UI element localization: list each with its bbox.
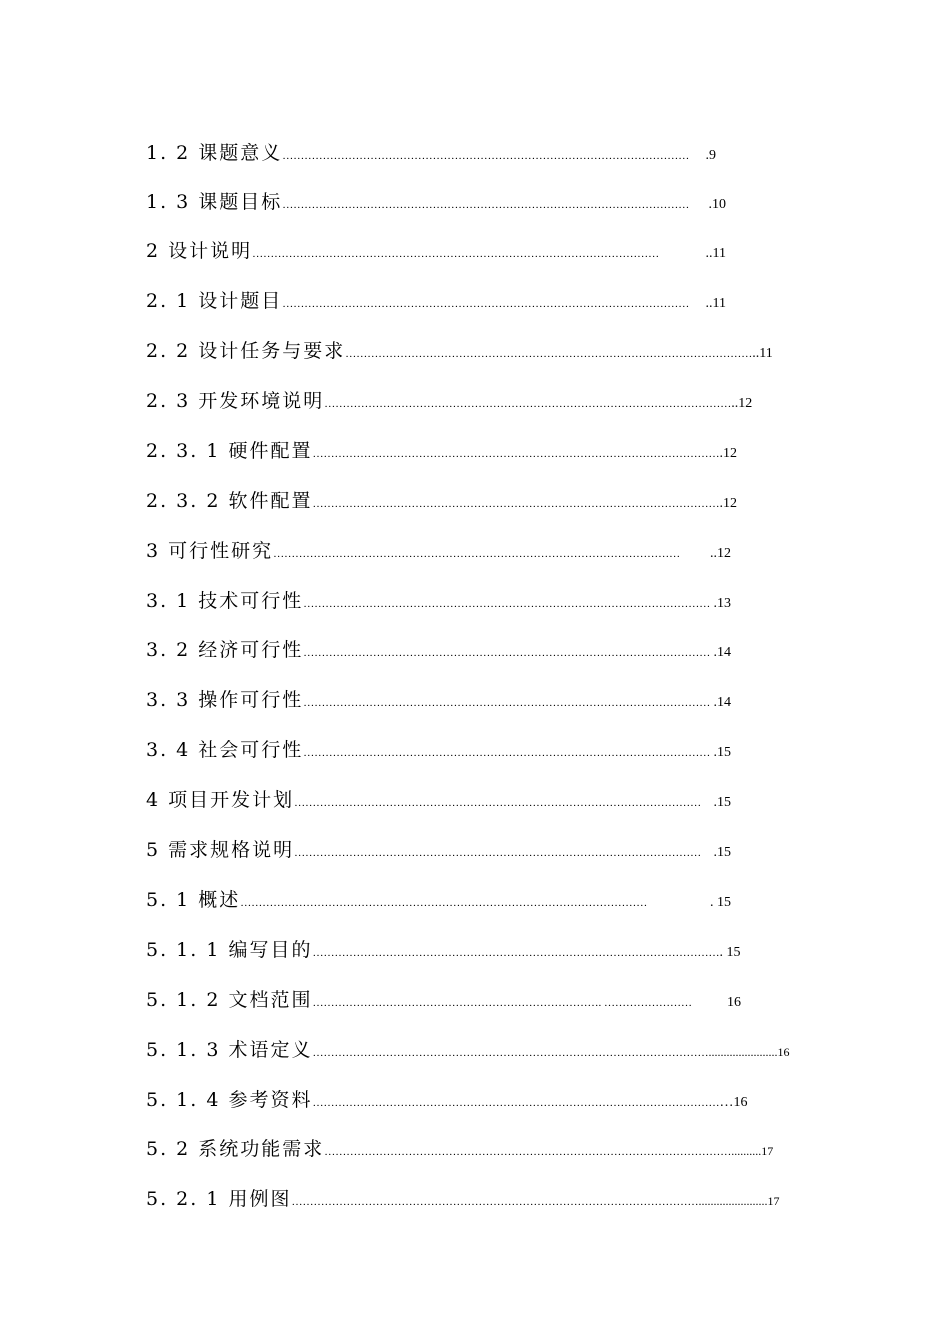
toc-page-number: .10 (708, 197, 726, 212)
toc-entry (146, 1184, 780, 1214)
toc-dot-leader: ………………………………………………………………………………………………… (345, 348, 753, 360)
toc-entry-title: 5. 2 系统功能需求 (146, 1138, 325, 1160)
toc-entry-title: 5 需求规格说明 (146, 839, 295, 861)
toc-page-number: ..11 (752, 346, 773, 361)
toc-entry (146, 835, 731, 865)
toc-dot-leader: ………………………………………………………………………………………………… (240, 897, 648, 909)
toc-entry-title: 1. 3 课题目标 (146, 191, 283, 213)
toc-dot-leader: ………………………………………………………………………………………………… (303, 697, 711, 709)
toc-entry-title: 3. 2 经济可行性 (146, 639, 304, 661)
toc-entry (146, 386, 753, 416)
toc-entry-title: 5. 1 概述 (146, 889, 241, 911)
toc-entry (146, 985, 741, 1015)
toc-dot-leader: ………………………………………………………………………………………………… (252, 248, 660, 260)
toc-entry-title: 4 项目开发计划 (146, 789, 295, 811)
toc-page-number: ..12 (710, 546, 731, 561)
toc-dot-leader: ………………………………………………………………………………………………… (312, 448, 720, 460)
toc-page-number: ..........17 (731, 1144, 774, 1158)
toc-dot-leader: ………………………………………………………………………………………………… (324, 398, 732, 410)
toc-dot-leader: ………………………………………………………………………………………………… (324, 1146, 732, 1158)
toc-page-number: .14 (713, 645, 731, 660)
toc-entry-title: 1. 2 课题意义 (146, 142, 283, 164)
toc-page-number: .12 (719, 446, 737, 461)
toc-entry-title: 2. 3. 1 硬件配置 (146, 440, 313, 462)
toc-page-number: . 15 (719, 945, 741, 960)
toc-page-number: 16 (727, 995, 741, 1010)
toc-page-number: ..12 (731, 396, 753, 411)
toc-dot-leader: ………………………………………………………………………………………………… (312, 498, 720, 510)
toc-entry (146, 486, 737, 516)
toc-dot-leader: ………………………………………………………………………………………………… (282, 150, 690, 162)
toc-entry (146, 1134, 774, 1164)
toc-entry-title: 5. 2. 1 用例图 (146, 1188, 292, 1210)
toc-dot-leader: ………………………………………………………………………………………………… (294, 847, 702, 859)
toc-page-number: ..11 (705, 246, 726, 261)
toc-page-number: .14 (713, 695, 731, 710)
toc-entry (146, 685, 731, 715)
toc-dot-leader: ………………………………………………………………………………………………… (282, 298, 690, 310)
toc-dot-leader: ………………………………………………………………………………………………… (282, 199, 690, 211)
toc-page-number: . 15 (710, 895, 731, 910)
toc-dot-leader: ………………………………………………………………………………………………… (273, 548, 681, 560)
toc-dot-leader: ……………………………………………………………………. …………………… (312, 997, 692, 1009)
toc-dot-leader: ………………………………………………………………………………………………… (312, 1097, 720, 1109)
toc-entry (146, 286, 726, 316)
toc-page-number: .9 (705, 148, 716, 163)
toc-entry (146, 735, 731, 765)
toc-entry-title: 2. 2 设计任务与要求 (146, 340, 346, 362)
toc-entry-title: 2. 1 设计题目 (146, 290, 283, 312)
toc-entry (146, 785, 731, 815)
toc-page-number: .13 (713, 596, 731, 611)
toc-entry-title: 5. 1. 3 术语定义 (146, 1039, 313, 1061)
toc-dot-leader: ………………………………………………………………………………………………… (303, 598, 711, 610)
toc-page-number: .......................16 (708, 1045, 790, 1059)
toc-entry-title: 2. 3 开发环境说明 (146, 390, 325, 412)
toc-entry-title: 2. 3. 2 软件配置 (146, 490, 313, 512)
toc-entry (146, 536, 731, 566)
toc-entry (146, 436, 737, 466)
toc-entry (146, 138, 716, 168)
toc-dot-leader: ………………………………………………………………………………………………… (312, 947, 720, 959)
toc-dot-leader: ……………………………………………………………………………………………… (312, 1047, 709, 1059)
toc-entry (146, 1035, 790, 1065)
toc-entry (146, 187, 726, 217)
toc-dot-leader: ………………………………………………………………………………………………… (303, 647, 711, 659)
toc-page-number: .15 (713, 795, 731, 810)
toc-page-number: .......................17 (698, 1194, 780, 1208)
toc-entry-title: 3. 4 社会可行性 (146, 739, 304, 761)
toc-entry-title: 5. 1. 2 文档范围 (146, 989, 313, 1011)
toc-entry-title: 3 可行性研究 (146, 540, 274, 562)
toc-page-number: .12 (719, 496, 737, 511)
toc-entry (146, 935, 741, 965)
toc-entry (146, 236, 726, 266)
toc-entry-title: 2 设计说明 (146, 240, 253, 262)
toc-dot-leader: ………………………………………………………………………………………………… (303, 747, 711, 759)
toc-entry-title: 5. 1. 1 编写目的 (146, 939, 313, 961)
toc-entry (146, 336, 773, 366)
toc-page-number: …16 (719, 1095, 748, 1110)
toc-page-number: .15 (713, 745, 731, 760)
toc-dot-leader: ………………………………………………………………………………………………… (291, 1196, 699, 1208)
toc-entry (146, 1085, 746, 1115)
toc-page-number: ..11 (705, 296, 726, 311)
toc-entry-title: 5. 1. 4 参考资料 (146, 1089, 313, 1111)
toc-entry (146, 635, 731, 665)
toc-entry (146, 885, 731, 915)
toc-entry (146, 586, 731, 616)
toc-dot-leader: ………………………………………………………………………………………………… (294, 797, 702, 809)
toc-page-number: .15 (713, 845, 731, 860)
toc-entry-title: 3. 1 技术可行性 (146, 590, 304, 612)
toc-entry-title: 3. 3 操作可行性 (146, 689, 304, 711)
